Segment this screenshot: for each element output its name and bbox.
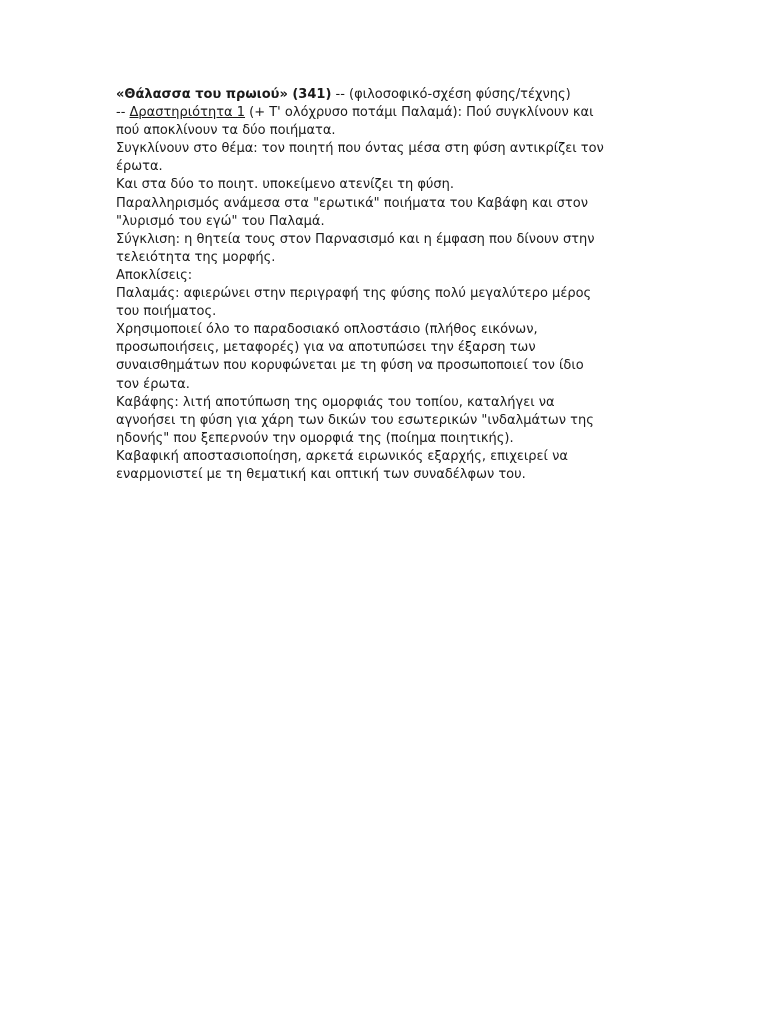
text-line: Παραλληρισμός ανάμεσα στα "ερωτικά" ποιήματα του Καβάφη και στον	[116, 195, 588, 211]
text-line: Καβαφική αποστασιοποίηση, αρκετά ειρωνικός εξαρχής, επιχειρεί να	[116, 448, 568, 464]
text-line: αγνοήσει τη φύση για χάρη των δικών του εσωτερικών "ινδαλμάτων της	[116, 412, 594, 428]
poem-subtitle: -- (φιλοσοφικό-σχέση φύσης/τέχνης)	[331, 87, 571, 102]
text-line: τελειότητα της μορφής.	[116, 249, 276, 265]
text-line: προσωποιήσεις, μεταφορές) για να αποτυπώσει την έξαρση των	[116, 340, 536, 356]
text-line: Συγκλίνουν στο θέμα: τον ποιητή που όντας μέσα στη φύση αντικρίζει τον	[116, 141, 604, 157]
heading-line	[116, 86, 656, 104]
document-body	[116, 86, 656, 484]
text-line: έρωτα.	[116, 159, 163, 175]
activity-suffix: (+ Τ' ολόχρυσο ποτάμι Παλαμά): Πού συγκλίνουν και	[245, 105, 594, 121]
text-line: Καβάφης: λιτή αποτύπωση της ομορφιάς του τοπίου, καταλήγει να	[116, 394, 555, 410]
activity-line	[116, 104, 656, 122]
text-line: συναισθημάτων που κορυφώνεται με τη φύση να προσωποποιεί τον ίδιο	[116, 358, 584, 374]
text-line: Και στα δύο το ποιητ. υποκείμενο ατενίζει τη φύση.	[116, 177, 455, 193]
text-line: εναρμονιστεί με τη θεματική και οπτική των συναδέλφων του.	[116, 466, 526, 482]
text-line: τον έρωτα.	[116, 376, 190, 392]
text-line: Αποκλίσεις:	[116, 267, 193, 283]
text-line: Σύγκλιση: η θητεία τους στον Παρνασισμό και η έμφαση που δίνουν στην	[116, 231, 595, 247]
text-line: του ποιήματος.	[116, 304, 217, 320]
text-line: πού αποκλίνουν τα δύο ποιήματα.	[116, 123, 336, 139]
text-line: Χρησιμοποιεί όλο το παραδοσιακό οπλοστάσιο (πλήθος εικόνων,	[116, 322, 538, 338]
activity-prefix: --	[116, 105, 130, 121]
poem-title: «Θάλασσα του πρωιού» (341)	[116, 87, 332, 102]
text-line: "λυρισμό του εγώ" του Παλαμά.	[116, 213, 325, 229]
text-line: Παλαμάς: αφιερώνει στην περιγραφή της φύσης πολύ μεγαλύτερο μέρος	[116, 286, 592, 302]
text-line: ηδονής" που ξεπερνούν την ομορφιά της (ποίημα ποιητικής).	[116, 430, 514, 446]
activity-link[interactable]: Δραστηριότητα 1	[129, 105, 246, 121]
